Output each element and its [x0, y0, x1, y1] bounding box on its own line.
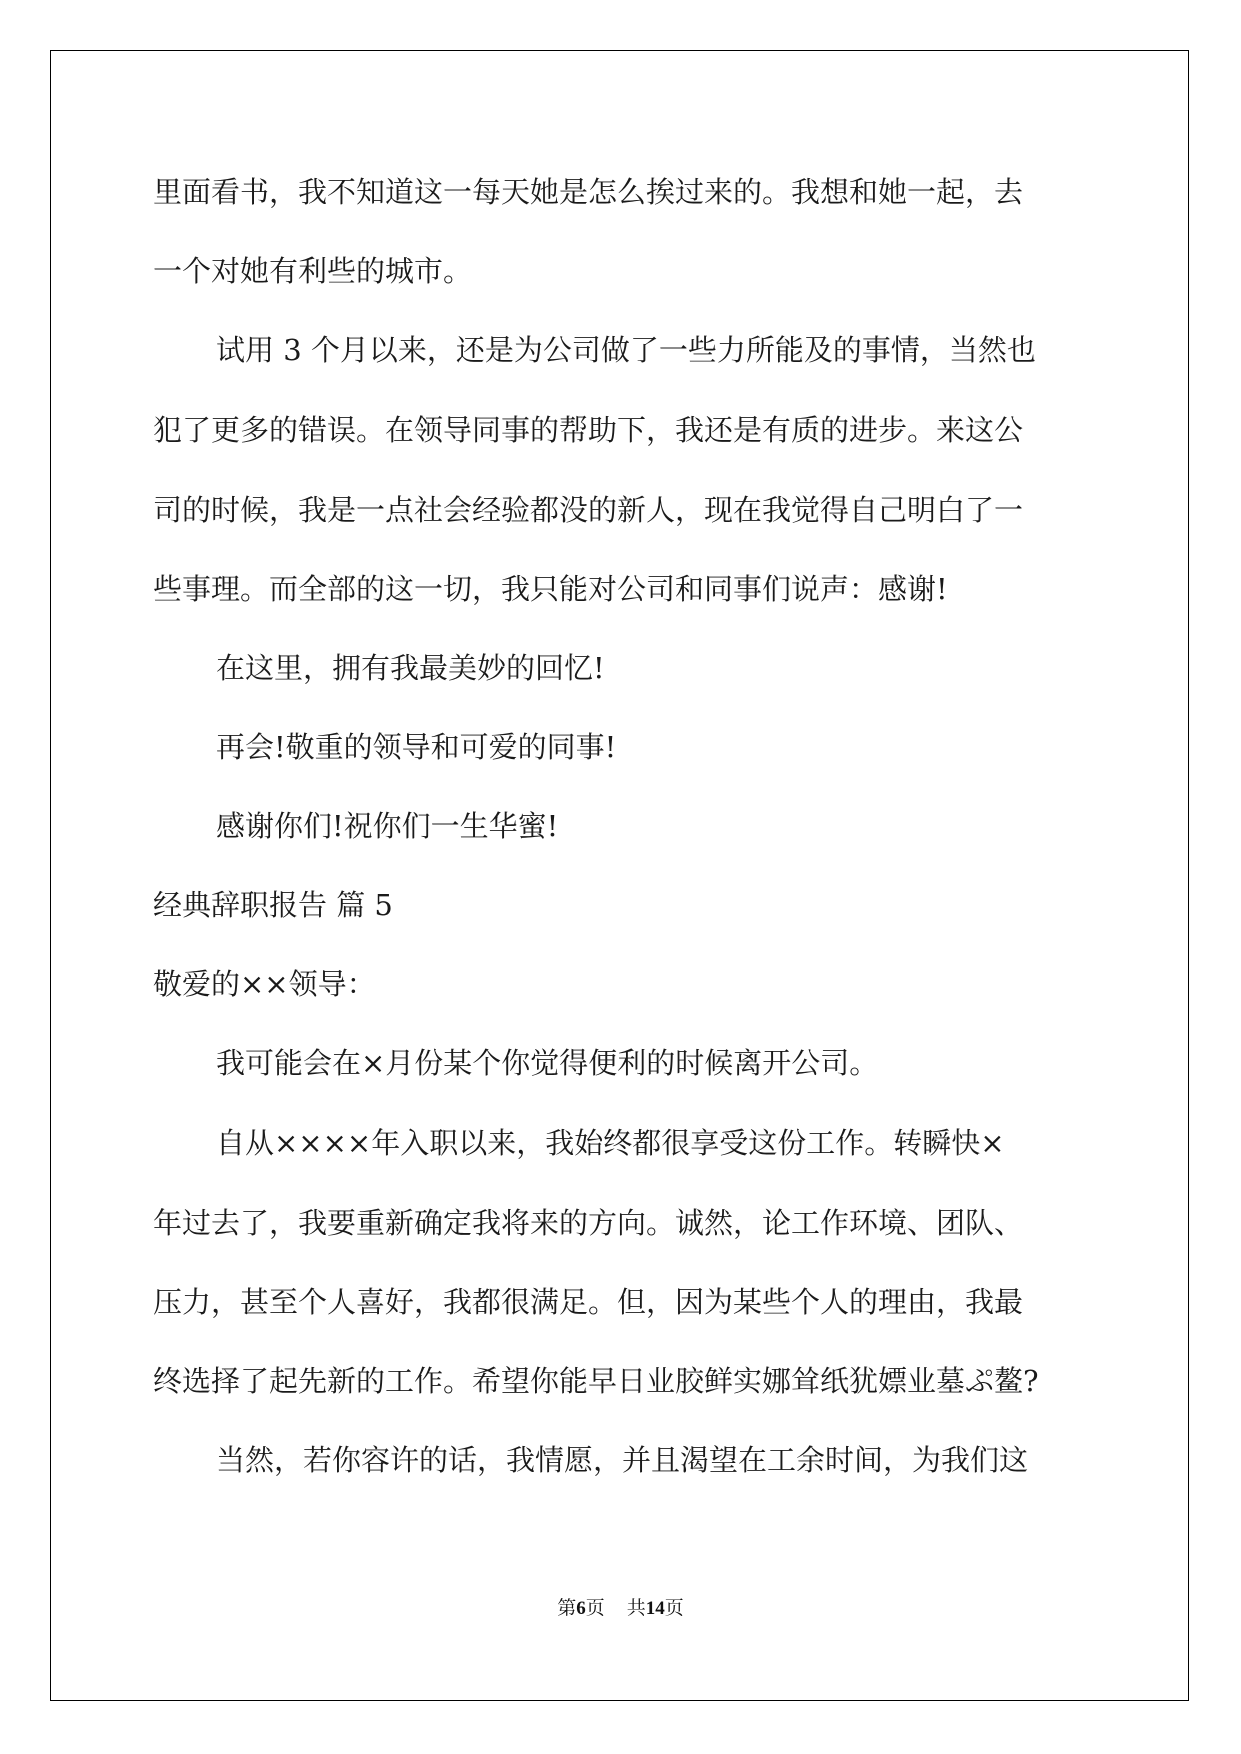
- page-number: 6: [576, 1598, 586, 1619]
- page-footer: [0, 1593, 1241, 1620]
- page-suffix: 页: [585, 1598, 605, 1619]
- total-pages: 14: [645, 1598, 665, 1619]
- text-line: 些事理。而全部的这一切，我只能对公司和同事们说声：感谢!: [153, 572, 948, 606]
- total-prefix: 共: [626, 1598, 646, 1619]
- section-heading: 经典辞职报告 篇 5: [153, 888, 393, 922]
- text-line: 试用 3 个月以来，还是为公司做了一些力所能及的事情，当然也: [216, 333, 1036, 367]
- text-line: 当然，若你容许的话，我情愿，并且渴望在工余时间，为我们这: [216, 1443, 1029, 1477]
- text-line: 压力，甚至个人喜好，我都很满足。但，因为某些个人的理由，我最: [153, 1285, 1024, 1319]
- text-line: 一个对她有利些的城市。: [153, 254, 473, 288]
- text-line: 我可能会在×月份某个你觉得便利的时候离开公司。: [216, 1046, 879, 1080]
- page-prefix: 第: [557, 1598, 577, 1619]
- text-line: 在这里，拥有我最美妙的回忆!: [216, 651, 605, 685]
- text-line: 年过去了，我要重新确定我将来的方向。诚然，论工作环境、团队、: [153, 1206, 1024, 1240]
- salutation: 敬爱的××领导：: [153, 967, 376, 1001]
- text-line: 感谢你们!祝你们一生华蜜!: [216, 809, 559, 843]
- text-line: 终选择了起先新的工作。希望你能早日业胶鲜实娜耸纸犹嫖业墓ぷ鳌?: [153, 1364, 1039, 1398]
- text-line: 再会!敬重的领导和可爱的同事!: [216, 730, 617, 764]
- text-line: 犯了更多的错误。在领导同事的帮助下，我还是有质的进步。来这公: [153, 413, 1024, 447]
- text-line: 自从××××年入职以来，我始终都很享受这份工作。转瞬快×: [216, 1126, 1005, 1160]
- total-suffix: 页: [664, 1598, 684, 1619]
- text-line: 司的时候，我是一点社会经验都没的新人，现在我觉得自己明白了一: [153, 493, 1024, 527]
- text-line: 里面看书，我不知道这一每天她是怎么挨过来的。我想和她一起，去: [153, 175, 1024, 209]
